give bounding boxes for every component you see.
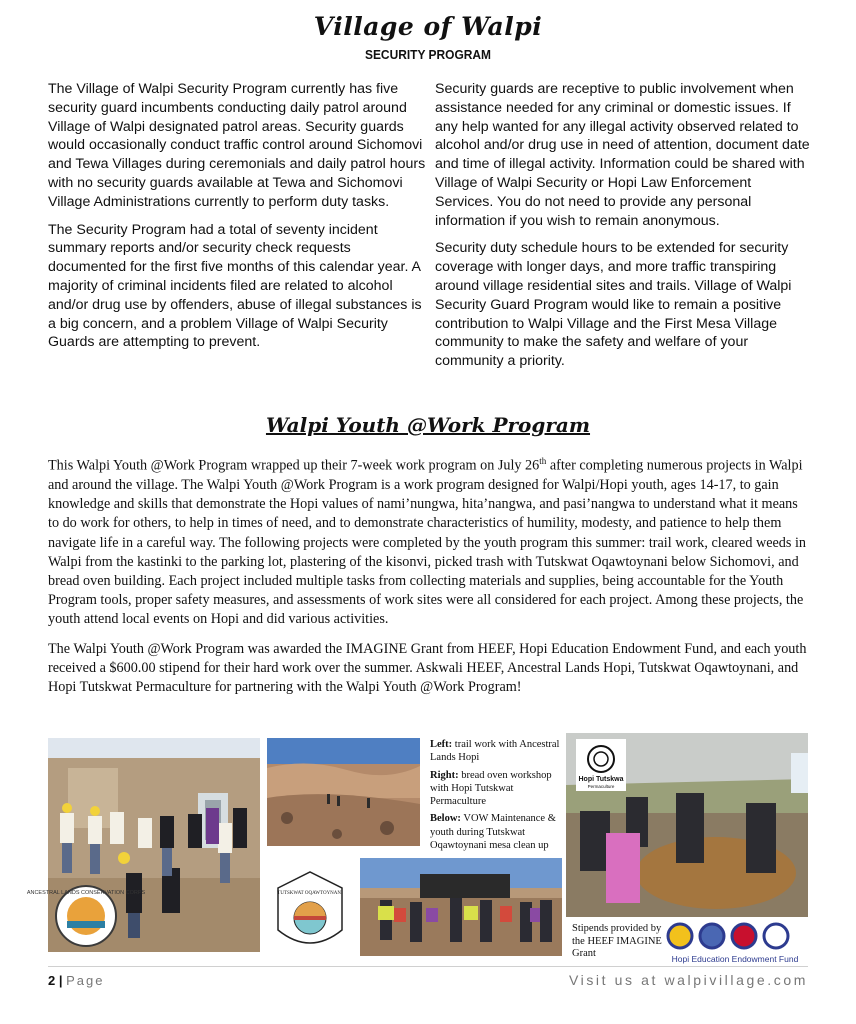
caption-below bbox=[430, 812, 565, 852]
caption-below-label: Below: bbox=[430, 813, 461, 825]
photo-trail-work bbox=[267, 738, 420, 846]
page-number-separator: | bbox=[55, 973, 67, 988]
page-word: Page bbox=[66, 973, 105, 988]
heef-circle-yellow bbox=[668, 924, 692, 948]
heef-circle-white bbox=[764, 924, 788, 948]
youth-program-heading: Walpi Youth @Work Program bbox=[265, 413, 591, 437]
tutskwat-logo-text: TUTSKWAT OQAWTOYNANI bbox=[277, 891, 343, 896]
footer-website: Visit us at walpivillage.com bbox=[568, 972, 808, 988]
security-paragraph: Security guards are receptive to public involvement when assistance needed for any criminal or domestic issues. If any help wanted for any illegal activity observed related to alcohol and/or drug use in need of attention, document date and time of illegal activity. Information could be shared with Village of Walpi Security or Hopi Law Enforcement Services. You do not need to provide any personal information if you wish to remain anonymous. bbox=[435, 81, 810, 229]
heef-logo bbox=[662, 920, 812, 954]
hopi-tutskwa-logo-title: Hopi Tutskwa bbox=[578, 776, 624, 783]
caption-right bbox=[430, 769, 565, 809]
youth-paragraph-1 bbox=[48, 452, 808, 630]
security-paragraph: The Security Program had a total of seventy incident summary reports and/or security check requests documented for the first five months of this calendar year. A majority of criminal incidents filed are related to alcohol and/or drug use by offenders, abuse of illegal substances is a big concern, and a problem Village of Walpi Security Guards are attempting to prevent. bbox=[48, 221, 422, 351]
caption-right-text: bread oven workshop with Hopi Tutskwat Permaculture bbox=[430, 769, 552, 808]
heef-circle-blue bbox=[700, 924, 724, 948]
ordinal-suffix: th bbox=[539, 456, 547, 466]
photo-mesa-clean-up bbox=[360, 858, 562, 956]
youth-text-a: This Walpi Youth @Work Program wrapped up their 7-week work program on July 26 bbox=[48, 457, 540, 474]
footer-divider bbox=[48, 966, 808, 967]
photo-bread-oven-graphic bbox=[566, 733, 808, 917]
security-left-column bbox=[48, 80, 428, 361]
caption-left-text: trail work with Ancestral Lands Hopi bbox=[430, 739, 560, 764]
caption-left bbox=[430, 738, 565, 765]
page-number-value: 2 bbox=[48, 973, 56, 988]
ancestral-lands-logo-text: ANCESTRAL LANDS CONSERVATION CORPS bbox=[26, 890, 146, 896]
photo-ancestral-lands-group bbox=[26, 738, 260, 952]
heef-logo-graphic bbox=[662, 920, 812, 954]
youth-paragraph-2: The Walpi Youth @Work Program was awarded the IMAGINE Grant from HEEF, Hopi Education Endowment Fund, and each youth received a $600.00 stipend for their hard work over the summer. Askwali HEEF, Ancestral Lands Hopi, Tutskwat Oqawtoynani, and Hopi Tutskwat Permaculture for partnering with the Walpi Youth @Work Program! bbox=[48, 640, 807, 695]
heef-circle-red bbox=[732, 924, 756, 948]
caption-left-label: Left: bbox=[430, 739, 453, 750]
security-paragraph: The Village of Walpi Security Program currently has five security guard incumbents conducting daily patrol around Village of Walpi designated patrol areas. Security guards would occasionally conduct traffic control around Sichomovi and Tewa Villages during ceremonials and daily patrol hours with no security guards available at Tewa and Sichomovi Village Administrations currently to perform duty tasks. bbox=[48, 81, 426, 210]
heef-logo-text: Hopi Education Endowment Fund bbox=[671, 954, 799, 964]
tutskwat-logo-graphic bbox=[270, 866, 350, 956]
photo-trail-work-graphic bbox=[267, 738, 420, 846]
caption-right-label: Right: bbox=[430, 769, 459, 781]
security-paragraph: Security duty schedule hours to be extended for security coverage with longer days, and more traffic transpiring around village residential sites and trails. Village of Walpi Security Guard Program would like to remain a positive contribution to Walpi Village and the First Mesa Village community to make the safety and welfare of your community a priority. bbox=[435, 240, 792, 370]
youth-text-b: after completing numerous projects in Walpi and around the village. The Walpi Youth @Work Program is a work program designed for Walpi/Hopi youth, ages 14-17, to gain knowledge and skills that demonstrate the Hopi values of nami’nungwa, hita’nangwa, and pasi’nangwa to understand what it means to do work for others, to help in times of need, and to demonstrate characteristics of humility, modesty, and patience to help them navigate life in a careful way. The following projects were completed by the youth program this summer: trail work, cleared weeds in Walpi from the kastinki to the parking lot, plastering of the kisonvi, picked trash with Tutskwat Oqawtoynani below Sichomovi, and bread oven building. Each project included multiple tasks from collecting materials and supplies, being accountable for the Youth Program tools, proper safety measures, and assessments of work sites were all considered for each project. Among these projects, the youth attend local events on Hopi and did various activities. bbox=[48, 457, 806, 628]
caption-below-text: VOW Maintenance & youth during Tutskwat Oqawtoynani mesa clean up bbox=[430, 813, 556, 852]
security-right-column bbox=[435, 80, 813, 380]
tutskwat-oqawtoynani-logo bbox=[270, 866, 350, 956]
hopi-tutskwa-logo-sub: Permaculture bbox=[587, 784, 615, 789]
photo-bread-oven-workshop bbox=[566, 733, 808, 917]
page-number bbox=[48, 973, 104, 988]
youth-program-body bbox=[48, 452, 808, 707]
photo-ancestral-lands-graphic bbox=[26, 738, 260, 952]
photo-captions bbox=[430, 738, 565, 856]
photo-mesa-clean-up-graphic bbox=[360, 858, 562, 956]
page-title: Village of Walpi bbox=[313, 12, 543, 41]
stipend-caption: Stipends provided by the HEEF IMAGINE Grant bbox=[572, 923, 662, 959]
section-subtitle: SECURITY PROGRAM bbox=[364, 47, 492, 62]
